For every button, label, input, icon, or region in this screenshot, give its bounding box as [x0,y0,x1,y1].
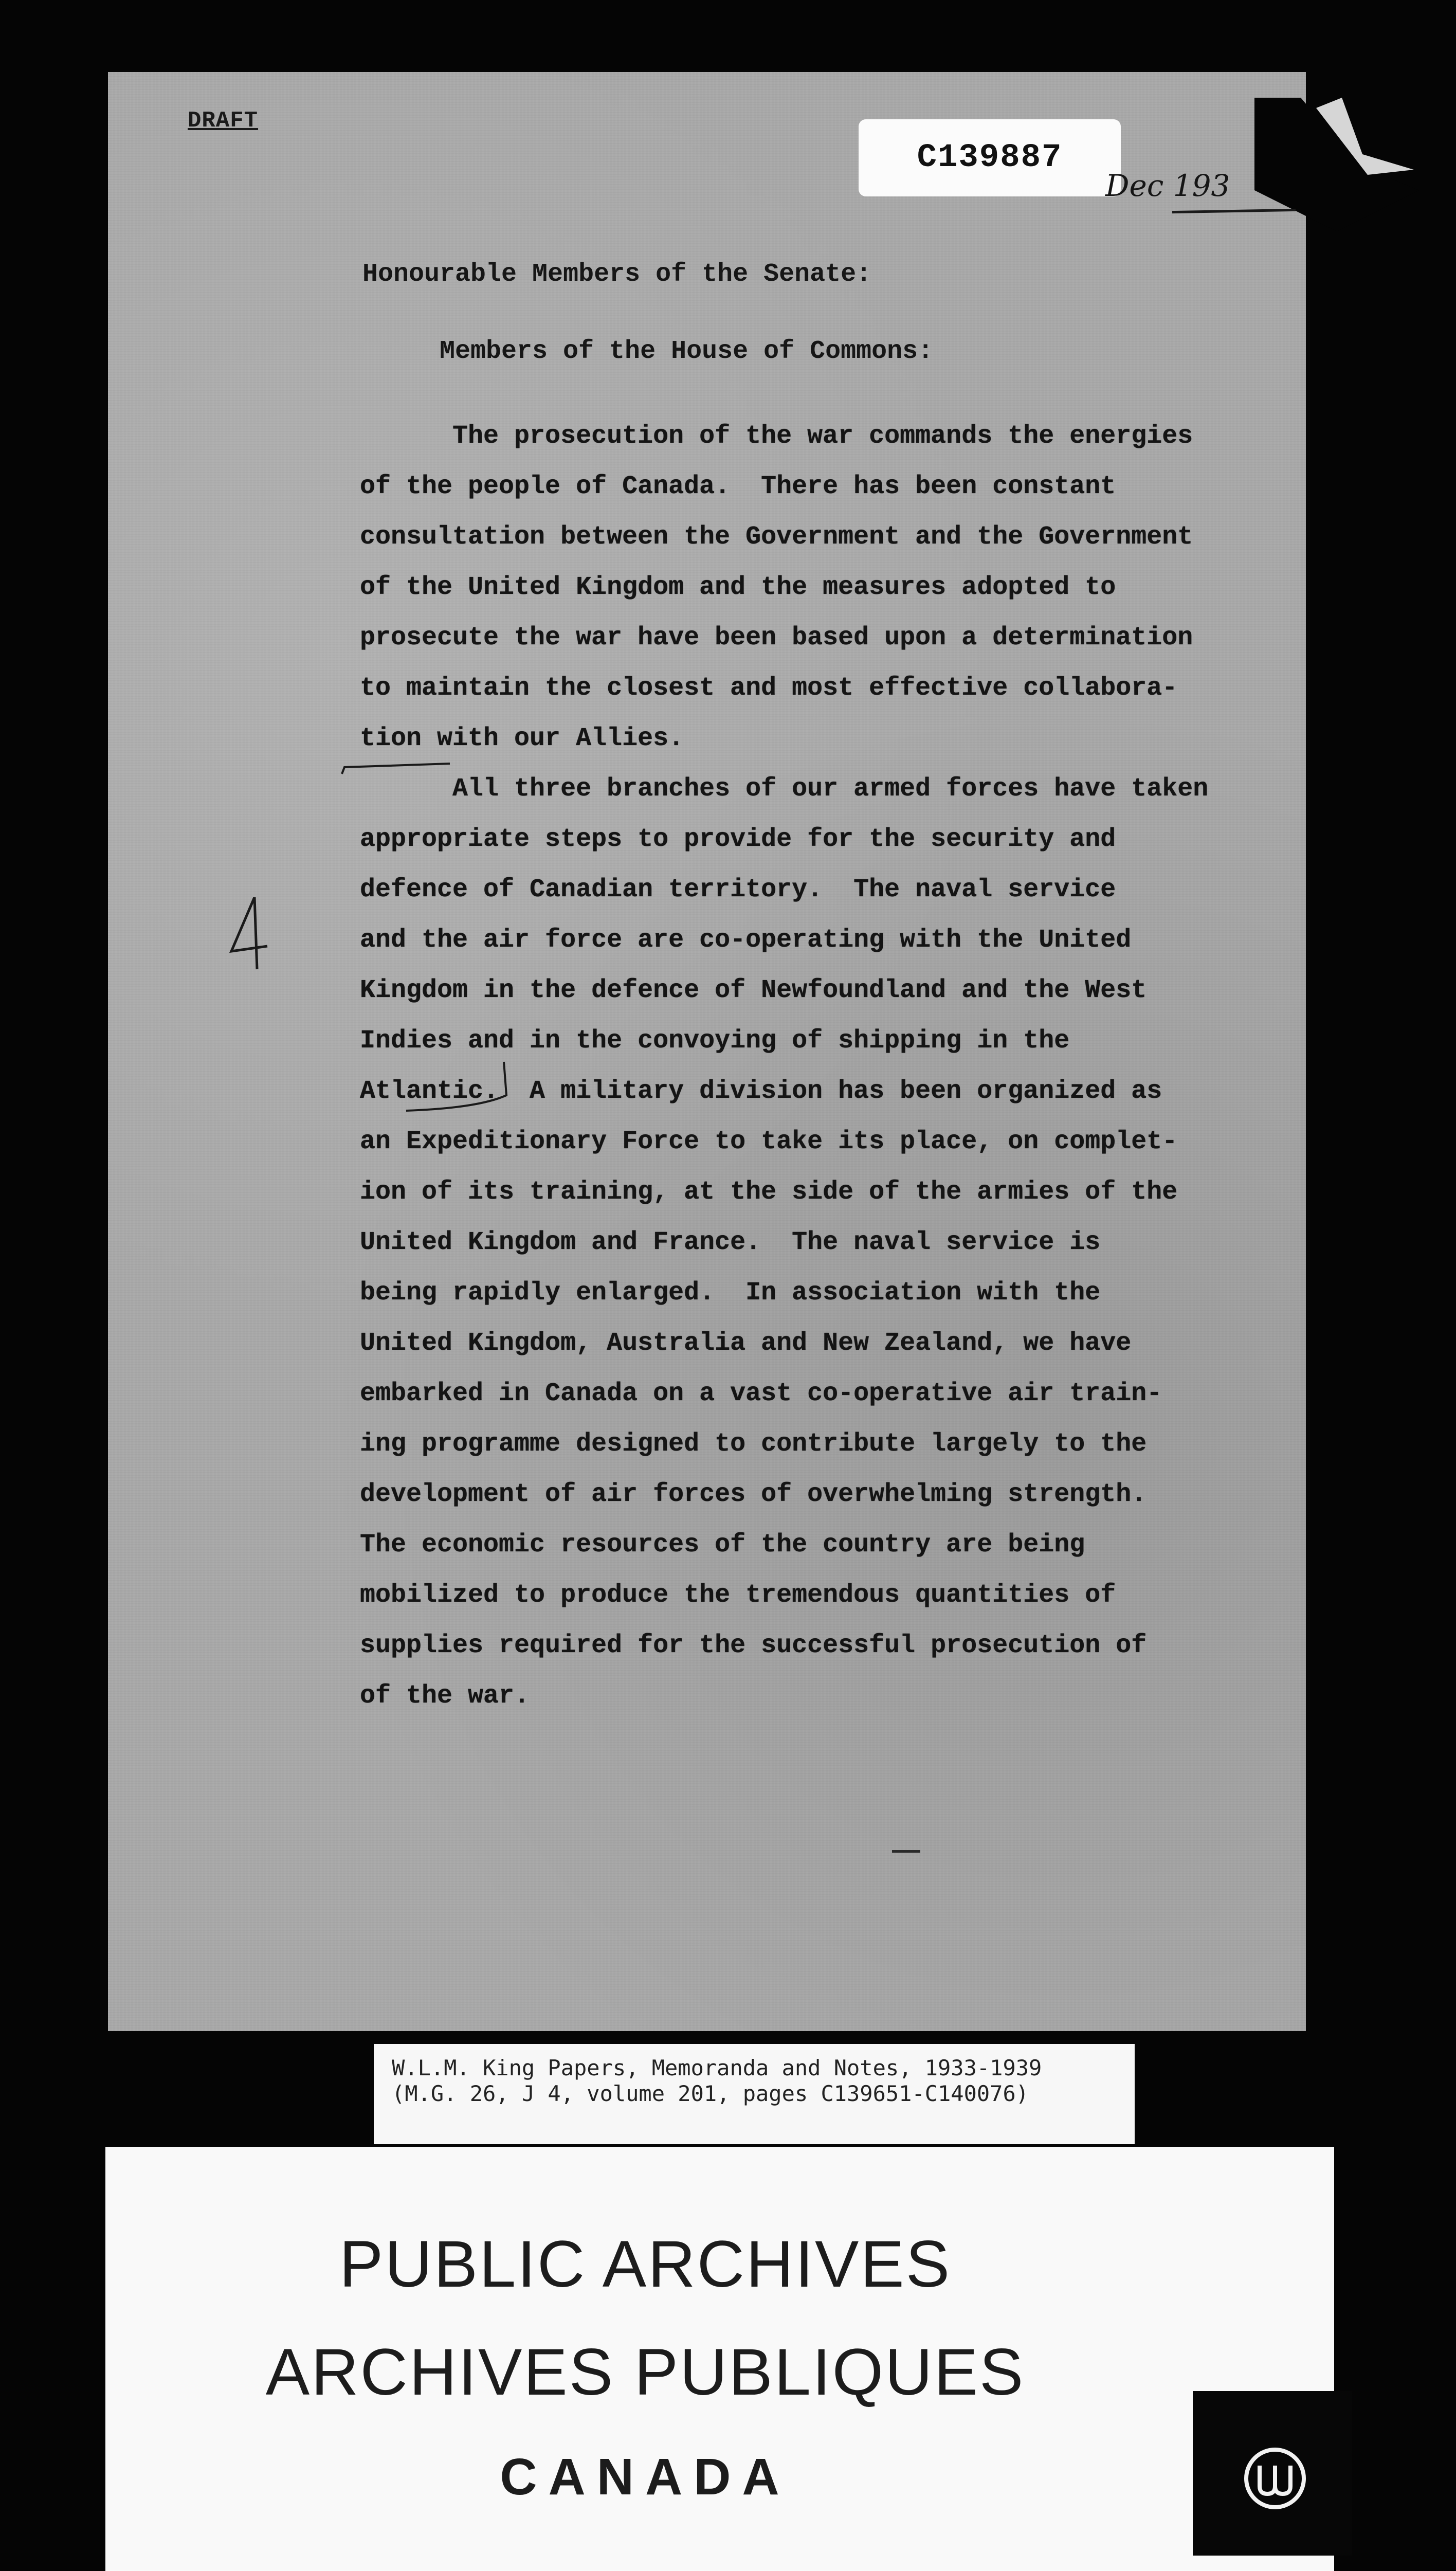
handwritten-date: Dec 193 [1105,168,1230,203]
body-line: appropriate steps to provide for the security and [360,825,1116,854]
archives-logo-icon [1239,2442,1311,2514]
body-line: tion with our Allies. [360,724,684,753]
logo-block [1193,2391,1352,2556]
pencil-mark-four [226,895,272,972]
body-line: and the air force are co-operating with the United [360,926,1132,955]
body-line: The prosecution of the war commands the energies [360,422,1193,451]
body-line: an Expeditionary Force to take its place, on complet- [360,1127,1178,1156]
body-line: The economic resources of the country are being [360,1530,1085,1560]
body-line: defence of Canadian territory. The naval service [360,875,1116,904]
salutation-senate: Honourable Members of the Senate: [362,260,872,289]
pencil-mark-bracket [339,761,452,776]
archive-card [105,2147,1334,2571]
body-line: of the people of Canada. There has been constant [360,472,1116,501]
body-line: prosecute the war have been based upon a determination [360,623,1193,653]
stray-mark [892,1850,920,1853]
body-line: embarked in Canada on a vast co-operative air train- [360,1379,1162,1408]
body-line: mobilized to produce the tremendous quantities of [360,1581,1116,1610]
body-line: All three branches of our armed forces have taken [360,774,1209,804]
body-line: United Kingdom and France. The naval service is [360,1228,1101,1257]
body-line: development of air forces of overwhelming strength. [360,1480,1147,1509]
archive-country: CANADA [500,2448,791,2506]
body-line: United Kingdom, Australia and New Zealand, we have [360,1329,1132,1358]
pencil-mark-atlantic [401,1059,519,1121]
archive-title-french: ARCHIVES PUBLIQUES [265,2335,1025,2409]
reference-stamp: C139887 [859,119,1121,196]
body-line: supplies required for the successful prosecution of [360,1631,1147,1660]
body-line: of the United Kingdom and the measures adopted to [360,573,1116,602]
body-line: Indies and in the convoying of shipping in the [360,1026,1070,1056]
body-line: Atlantic. A military division has been organized as [360,1077,1162,1106]
archive-title-english: PUBLIC ARCHIVES [339,2228,952,2301]
body-line: Kingdom in the defence of Newfoundland and the West [360,976,1147,1005]
citation-line-1: W.L.M. King Papers, Memoranda and Notes, 1933-1939 [392,2055,1042,2080]
body-line: ing programme designed to contribute largely to the [360,1429,1147,1459]
body-line: ion of its training, at the side of the armies of the [360,1178,1178,1207]
body-line: being rapidly enlarged. In association with the [360,1278,1101,1308]
body-line: of the war. [360,1681,530,1711]
body-line: consultation between the Government and the Government [360,522,1193,552]
salutation-commons: Members of the House of Commons: [440,337,934,366]
citation-label [374,2044,1135,2144]
body-line: to maintain the closest and most effective collabora- [360,674,1178,703]
draft-label: DRAFT [188,108,259,134]
citation-line-2: (M.G. 26, J 4, volume 201, pages C139651-C140076) [392,2081,1029,2106]
